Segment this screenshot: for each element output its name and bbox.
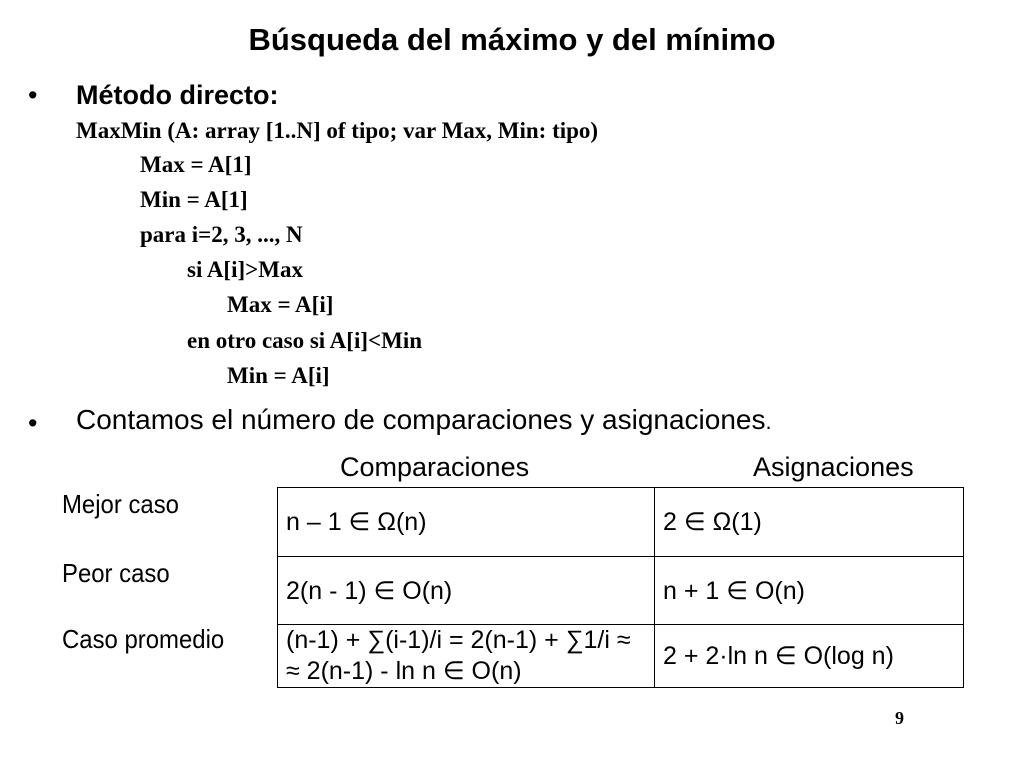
slide-title: Búsqueda del máximo y del mínimo bbox=[248, 22, 776, 57]
bullet-marker: • bbox=[28, 80, 38, 110]
code-line-else-if-min: en otro caso si A[i]<Min bbox=[187, 328, 422, 353]
code-line-max-assign: Max = A[i] bbox=[227, 292, 334, 317]
row-label-mejor-caso: Mejor caso bbox=[62, 489, 179, 519]
section-text-end: . bbox=[765, 409, 772, 434]
code-line-min-assign: Min = A[i] bbox=[227, 363, 330, 388]
code-line-loop: para i=2, 3, ..., N bbox=[140, 222, 303, 247]
cell-best-assignments: 2 ∈ Ω(1) bbox=[655, 488, 964, 557]
code-line-signature: MaxMin (A: array [1..N] of tipo; var Max, Min: tipo) bbox=[76, 118, 599, 143]
row-label-peor-caso: Peor caso bbox=[62, 558, 170, 588]
table-row-best bbox=[278, 488, 964, 557]
section-text-contamos bbox=[76, 404, 772, 436]
bullet-marker: • bbox=[28, 408, 38, 438]
code-line-min-init: Min = A[1] bbox=[140, 187, 248, 212]
page-number: 9 bbox=[895, 708, 904, 728]
table-row-worst bbox=[278, 557, 964, 625]
complexity-table bbox=[277, 487, 964, 688]
cell-average-assignments: 2 + 2·ln n ∈ O(log n) bbox=[655, 625, 964, 688]
column-header-asignaciones: Asignaciones bbox=[753, 452, 914, 482]
cell-best-comparisons: n – 1 ∈ Ω(n) bbox=[278, 488, 655, 557]
table-row-average bbox=[278, 625, 964, 688]
code-line-max-init: Max = A[1] bbox=[140, 152, 252, 177]
code-line-if-max: si A[i]>Max bbox=[187, 257, 303, 282]
average-comparisons-line-2: ≈ 2(n-1) - ln n ∈ O(n) bbox=[286, 657, 522, 685]
section-heading-metodo-directo: Método directo: bbox=[76, 80, 279, 110]
average-comparisons-line-1: (n-1) + ∑(i-1)/i = 2(n-1) + ∑1/i ≈ bbox=[286, 626, 631, 654]
cell-worst-assignments: n + 1 ∈ O(n) bbox=[655, 557, 964, 625]
cell-average-comparisons bbox=[278, 625, 655, 688]
section-text-body: Contamos el número de comparaciones y asignaciones bbox=[76, 404, 766, 435]
cell-worst-comparisons: 2(n - 1) ∈ O(n) bbox=[278, 557, 655, 625]
row-label-caso-promedio: Caso promedio bbox=[62, 624, 225, 654]
column-header-comparaciones: Comparaciones bbox=[340, 452, 530, 482]
